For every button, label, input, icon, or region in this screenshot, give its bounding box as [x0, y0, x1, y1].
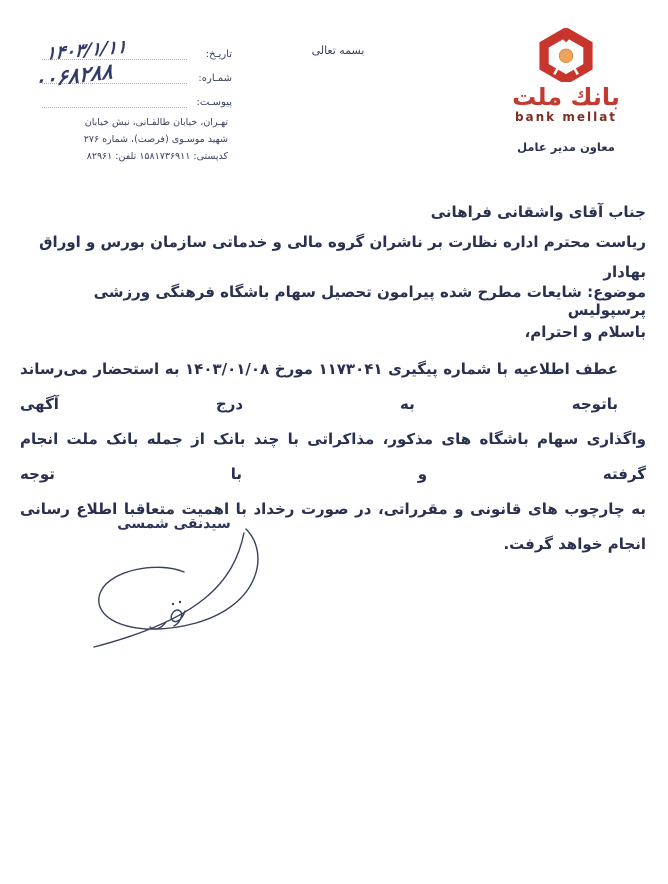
number-label: شمـاره: — [198, 73, 232, 84]
signature-scribble-icon — [84, 519, 264, 649]
bank-mellat-logo-icon — [538, 28, 594, 82]
address-line: تهـران، خیابان طالقـانی، نبش خیابان — [84, 117, 228, 128]
attachment-dotted-line — [42, 93, 187, 108]
address-line: شهید موسـوی (فرصت)، شماره ۲۷۶ — [83, 134, 228, 145]
date-label: تاریـخ: — [205, 49, 232, 60]
bank-brand-block — [490, 28, 642, 154]
letterhead-role-title: معاون مدیر عامل — [517, 140, 615, 154]
bank-name-en: bank mellat — [514, 110, 618, 124]
body-line: عطف اطلاعیه با شماره پیگیری ۱۱۷۳۰۴۱ مورخ ۱۴۰۳/۰۱/۰۸ به استحضار می‌رساند باتوجه به درج آگهی — [20, 360, 618, 413]
signature-block — [90, 516, 258, 532]
handwritten-date: ۱۴۰۳/۱/۱۱ — [45, 36, 128, 65]
handwritten-number: ۰۰۶۸۲۸۸ — [34, 59, 113, 93]
body-line: به چارچوب های قانونی و مقرراتی، در صورت رخداد با اهمیت متعاقبا اطلاع رسانی انجام خواهد گرفت. — [20, 500, 646, 553]
attachment-label: پیوسـت: — [196, 97, 232, 108]
bismillah-text: بسمه تعالی — [311, 44, 365, 57]
salutation-line: باسلام و احترام، — [524, 323, 646, 341]
recipient-name: جناب آقای واشقانی فراهانی — [430, 203, 646, 221]
signatory-name: سیدنقی شمسی — [117, 516, 231, 532]
recipient-title: ریاست محترم اداره نظارت بر ناشران گروه مالی و خدماتی سازمان بورس و اوراق بهادار — [39, 233, 646, 281]
subject-line: موضوع: شایعات مطرح شده پیرامون تحصیل سهام باشگاه فرهنگی ورزشی پرسپولیس — [93, 283, 646, 319]
recipient-block — [20, 197, 646, 287]
address-line: کدپستی: ۱۵۸۱۷۳۶۹۱۱ تلفن: ۸۲۹۶۱ — [86, 151, 228, 162]
bank-name-fa: بانك ملت — [512, 83, 620, 111]
letterhead-address — [14, 114, 228, 165]
body-line: واگذاری سهام باشگاه های مذکور، مذاکراتی با چند بانک از جمله بانک ملت انجام گرفته و با توجه — [20, 430, 646, 483]
